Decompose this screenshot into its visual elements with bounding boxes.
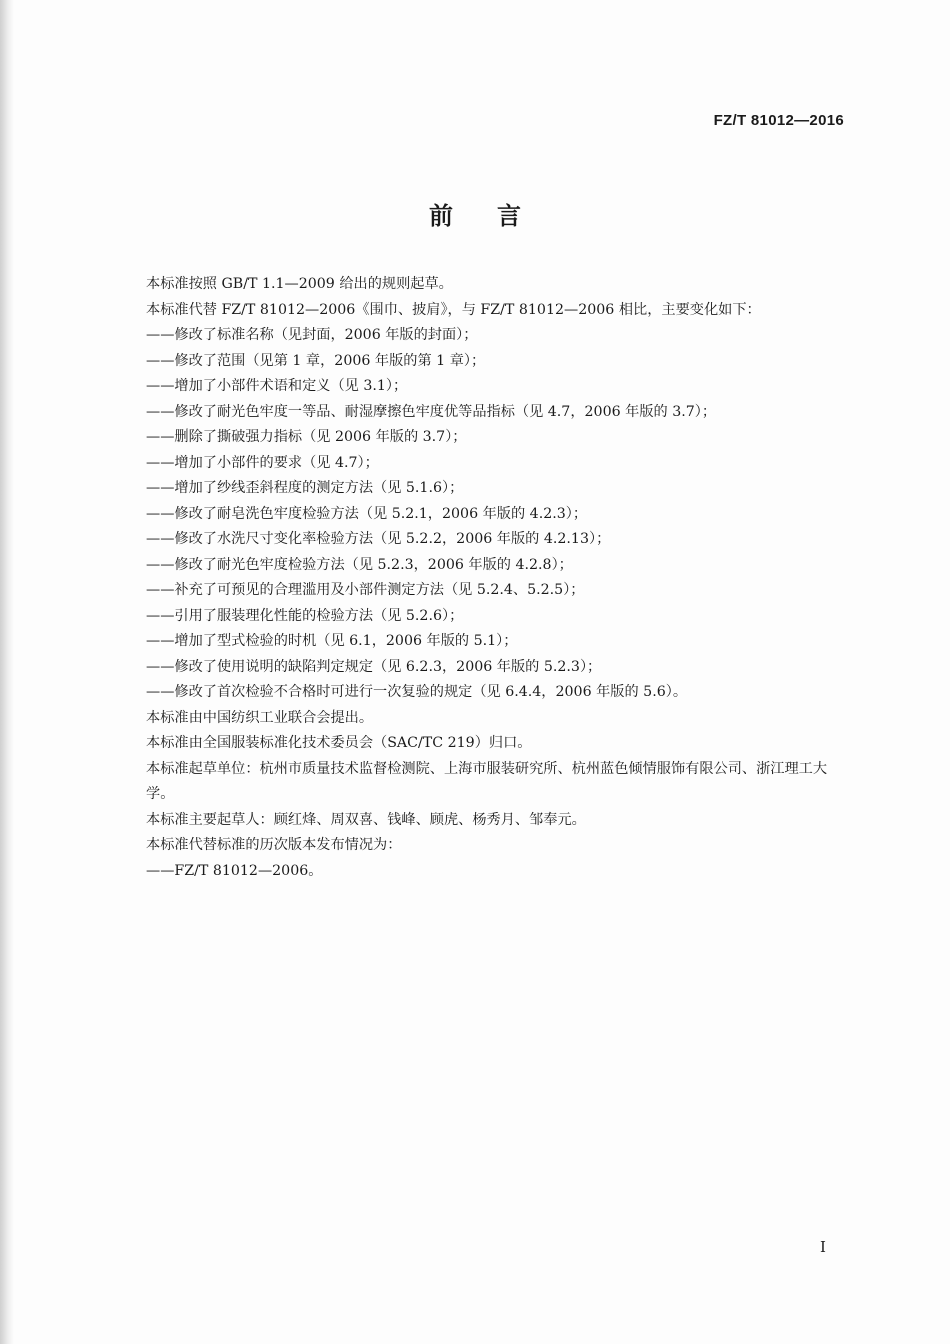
- change-item: ——增加了型式检验的时机（见 6.1，2006 年版的 5.1）；: [146, 633, 518, 649]
- change-item: ——修改了首次检验不合格时可进行一次复验的规定（见 6.4.4，2006 年版的 5.6）。: [146, 684, 688, 700]
- change-item: ——修改了水洗尺寸变化率检验方法（见 5.2.2，2006 年版的 4.2.13）；: [146, 531, 611, 547]
- change-item: ——增加了纱线歪斜程度的测定方法（见 5.1.6）；: [146, 480, 464, 496]
- change-item: ——引用了服装理化性能的检验方法（见 5.2.6）；: [146, 607, 464, 624]
- paragraph: 本标准代替 FZ/T 81012—2006《围巾、披肩》，与 FZ/T 81012—2006 相比，主要变化如下：: [146, 301, 761, 318]
- paragraph: 本标准由全国服装标准化技术委员会（SAC/TC 219）归口。: [146, 735, 532, 751]
- change-item: ——补充了可预见的合理滥用及小部件测定方法（见 5.2.4、5.2.5）；: [146, 582, 585, 598]
- change-item: ——删除了撕破强力指标（见 2006 年版的 3.7）；: [146, 429, 467, 445]
- document-code: FZ/T 81012—2016: [713, 112, 844, 129]
- change-item: ——增加了小部件的要求（见 4.7）；: [146, 454, 379, 471]
- change-item: ——修改了范围（见第 1 章，2006 年版的第 1 章）；: [146, 352, 486, 369]
- change-item: ——修改了使用说明的缺陷判定规定（见 6.2.3，2006 年版的 5.2.3）；: [146, 658, 602, 675]
- paragraph: 本标准由中国纺织工业联合会提出。: [146, 709, 374, 726]
- page-number: I: [820, 1238, 826, 1256]
- paragraph: 本标准代替标准的历次版本发布情况为：: [146, 837, 402, 853]
- change-item: ——修改了耐光色牢度一等品、耐湿摩擦色牢度优等品指标（见 4.7，2006 年版的 3.7）；: [146, 403, 717, 420]
- history-item: ——FZ/T 81012—2006。: [146, 862, 323, 879]
- change-item: ——增加了小部件术语和定义（见 3.1）；: [146, 378, 408, 394]
- change-item: ——修改了耐光色牢度检验方法（见 5.2.3，2006 年版的 4.2.8）；: [146, 556, 573, 573]
- drafting-units-paragraph: 本标准起草单位：杭州市质量技术监督检测院、上海市服装研究所、杭州蓝色倾情服饰有限公司、浙江理工大学。: [146, 760, 828, 802]
- change-item: ——修改了标准名称（见封面，2006 年版的封面）；: [146, 327, 478, 343]
- page-title: 前言: [429, 202, 565, 230]
- foreword-body: [118, 272, 846, 884]
- paragraph: 本标准按照 GB/T 1.1—2009 给出的规则起草。: [146, 276, 453, 292]
- paragraph: 本标准主要起草人：顾红烽、周双喜、钱峰、顾虎、杨秀月、邹奉元。: [146, 811, 586, 828]
- change-item: ——修改了耐皂洗色牢度检验方法（见 5.2.1，2006 年版的 4.2.3）；: [146, 505, 588, 522]
